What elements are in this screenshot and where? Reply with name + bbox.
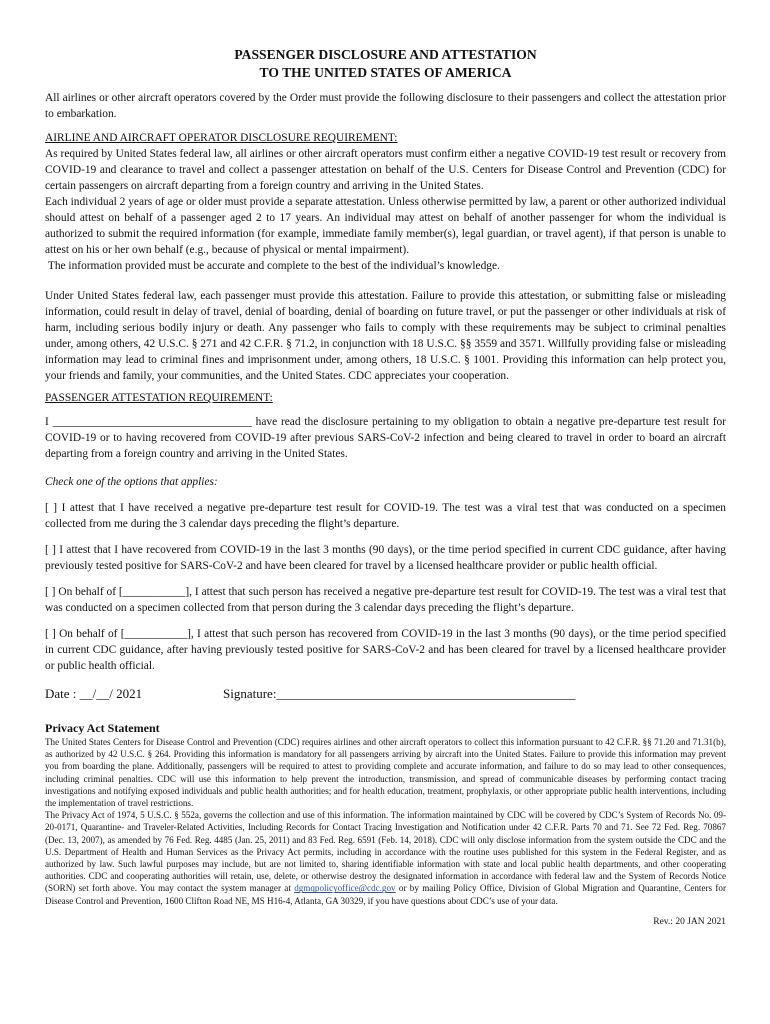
privacy-paragraph-2 — [45, 809, 726, 907]
option-negative-test-self[interactable]: [ ] I attest that I have received a negative pre-departure test result for COVID-19. The test was a viral test that was conducted on a specimen collected from me during the 3 calendar days preceding the flight’s departure. — [45, 502, 726, 530]
revision-date: Rev.: 20 JAN 2021 — [653, 916, 726, 927]
check-prompt: Check one of the options that applies: — [45, 476, 218, 488]
privacy-email-link[interactable]: dgmqpolicyoffice@cdc.gov — [294, 883, 396, 894]
privacy-heading: Privacy Act Statement — [45, 721, 160, 735]
title-line-2: TO THE UNITED STATES OF AMERICA — [259, 65, 512, 80]
date-signature-row — [45, 686, 726, 702]
title-line-1: PASSENGER DISCLOSURE AND ATTESTATION — [234, 47, 537, 62]
document-page — [45, 46, 726, 927]
privacy-section — [45, 736, 726, 907]
attestation-paragraph: I ___________________________________ have read the disclosure pertaining to my obligation to obtain a negative pre-departure test result for COVID-19 or to having recovered from COVID-19 after previous SARS-CoV-2 infection and being cleared to travel in order to board an aircraft departing from a foreign country and arriving in the United States. — [45, 416, 726, 460]
option-recovered-self[interactable]: [ ] I attest that I have recovered from COVID-19 in the last 3 months (90 days), or the time period specified in current CDC guidance, after having previously tested positive for SARS-CoV-2 and have been cleared for travel by a licensed healthcare provider or public health official. — [45, 544, 726, 572]
signature-field[interactable]: Signature:______________________________________________ — [223, 686, 576, 701]
airline-paragraph-3: The information provided must be accurate and complete to the best of the individual’s knowledge. — [45, 260, 500, 272]
passenger-heading: PASSENGER ATTESTATION REQUIREMENT: — [45, 392, 273, 404]
option-negative-test-behalf[interactable]: [ ] On behalf of [___________], I attest that such person has received a negative pre-departure test result for COVID-19. The test was a viral test that was conducted on a specimen collected from that person during the 3 calendar days preceding the flight’s departure. — [45, 586, 726, 614]
airline-heading: AIRLINE AND AIRCRAFT OPERATOR DISCLOSURE REQUIREMENT: — [45, 132, 398, 144]
intro-paragraph: All airlines or other aircraft operators covered by the Order must provide the following disclosure to their passengers and collect the attestation prior to embarkation. — [45, 92, 726, 120]
date-field[interactable]: Date : __/__/ 2021 — [45, 686, 143, 701]
option-recovered-behalf[interactable]: [ ] On behalf of [___________], I attest that such person has recovered from COVID-19 in the last 3 months (90 days), or the time period specified in current CDC guidance, after having previously tested positive for SARS-CoV-2 and has been cleared for travel by a licensed healthcare provider or public health official. — [45, 628, 726, 672]
airline-paragraph-1: As required by United States federal law, all airlines or other aircraft operators must confirm either a negative COVID-19 test result or recovery from COVID-19 and clearance to travel and collect a passenger attestation on behalf of the U.S. Centers for Disease Control and Prevention (CDC) for certain passengers on aircraft departing from a foreign country and arriving in the United States. — [45, 148, 726, 192]
airline-paragraph-2: Each individual 2 years of age or older must provide a separate attestation. Unless otherwise permitted by law, a parent or other authorized individual should attest on behalf of a passenger aged 2 to 17 years. An individual may attest on behalf of another passenger for whom the individual is authorized to submit the required information (for example, immediate family member(s), legal guardian, or travel agent), if that person is unable to attest on his or her own behalf (e.g., because of physical or mental impairment). — [45, 196, 726, 256]
law-paragraph: Under United States federal law, each passenger must provide this attestation. Failure to provide this attestation, or submitting false or misleading information, could result in delay of travel, denial of boarding, denial of boarding on future travel, or put the passenger or other individuals at risk of harm, including serious bodily injury or death. Any passenger who fails to comply with these requirements may be subject to criminal penalties under, among others, 42 U.S.C. § 271 and 42 C.F.R. § 71.2, in conjunction with 18 U.S.C. §§ 3559 and 3571. Willfully providing false or misleading information may lead to criminal fines and imprisonment under, among others, 18 U.S.C. § 1001. Providing this information can help protect you, your friends and family, your communities, and the United States. CDC appreciates your cooperation. — [45, 290, 726, 382]
privacy-paragraph-2-body: The Privacy Act of 1974, 5 U.S.C. § 552a, governs the collection and use of this information. The information maintained by CDC will be covered by CDC’s System of Records No. 09-20-0171, Quarantine- and Traveler-Related Activities, Including Records for Contact Tracing Investigation and Notification under 42 C.F.R. Parts 70 and 71. See 72 Fed. Reg. 70867 (Dec. 13, 2007), as amended by 76 Fed. Reg. 4485 (Jan. 25, 2011) and 83 Fed. Reg. 6591 (Feb. 14, 2018). CDC will only disclose information from the system outside the CDC and the U.S. Department of Health and Human Services as the Privacy Act permits, including in accordance with the routine uses published for this system in the Federal Register, and as authorized by law. Such lawful purposes may include, but are not limited to, sharing identifiable information with state and local public health departments, and other cooperating authorities. CDC and cooperating authorities will retain, use, delete, or otherwise destroy the designated information in accordance with federal law and the System of Records Notice (SORN) set forth above. You may contact the system manager at — [45, 810, 726, 894]
privacy-paragraph-1: The United States Centers for Disease Control and Prevention (CDC) requires airlines and other aircraft operators to collect this information pursuant to 42 C.F.R. §§ 71.20 and 71.31(b), as authorized by 42 U.S.C. § 264. Providing this information is mandatory for all passengers arriving by aircraft into the United States. Failure to provide this information may prevent you from boarding the plane. Additionally, passengers will be required to attest to providing complete and accurate information, and failure to do so may lead to other consequences, including criminal penalties. CDC will use this information to help prevent the introduction, transmission, and spread of communicable diseases by performing contact tracing investigations and notifying exposed individuals and public health authorities; and for health education, treatment, prophylaxis, or other appropriate public health interventions, including the implementation of travel restrictions. — [45, 737, 726, 809]
privacy-paragraph-2-tail: or by mailing Policy Office, Division of Global Migration and Quarantine, Centers for Disease Control and Prevention, 1600 Clifton Road NE, MS H16-4, Atlanta, GA 30329, if you have questions about CDC’s use of your data. — [45, 883, 726, 906]
